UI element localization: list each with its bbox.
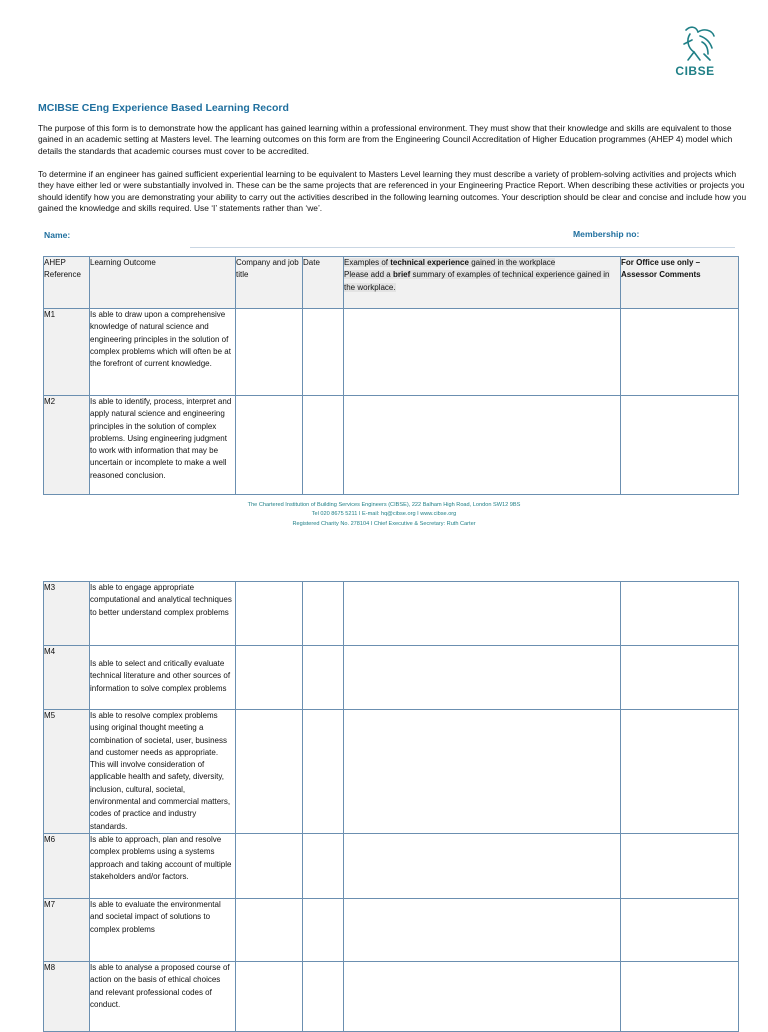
technical-experience-cell[interactable]: [344, 396, 621, 495]
header-assessor-comments: For Office use only – Assessor Comments: [621, 257, 739, 309]
assessor-comments-cell: [621, 646, 739, 710]
table-header-row: [44, 257, 739, 309]
name-field-line[interactable]: [190, 247, 735, 248]
date-cell[interactable]: [303, 396, 344, 495]
header-company-job-title: Company and job title: [236, 257, 303, 309]
date-cell[interactable]: [303, 309, 344, 396]
date-cell[interactable]: [303, 834, 344, 899]
membership-number-label: Membership no:: [573, 229, 640, 239]
date-cell[interactable]: [303, 899, 344, 962]
logo-text: CIBSE: [675, 64, 715, 78]
date-cell[interactable]: [303, 710, 344, 834]
table-row-m7: [44, 899, 739, 962]
row-reference: M1: [44, 309, 90, 396]
intro-paragraph-purpose: The purpose of this form is to demonstrate how the applicant has gained learning within a professional environment. They must show that their knowledge and skills are equivalent to those gained in an academic setting at Masters level. The learning outcomes on this form are from the Engineering Council Accreditation of Higher Education programmes (AHEP 4) model which details the standards that academic courses must cover to be accredited.: [38, 123, 733, 156]
technical-experience-cell[interactable]: [344, 646, 621, 710]
assessor-comments-cell: [621, 834, 739, 899]
footer-contact: Tel 020 8675 5211 I E-mail: hq@cibse.org I www.cibse.org: [311, 511, 457, 518]
assessor-comments-cell: [621, 899, 739, 962]
row-learning-outcome-text: Is able to select and critically evaluate technical literature and other sources of information to solve complex problems: [90, 659, 231, 693]
row-reference: M7: [44, 899, 90, 962]
assessor-comments-cell: [621, 309, 739, 396]
technical-experience-cell[interactable]: [344, 309, 621, 396]
row-reference: M5: [44, 710, 90, 834]
name-label: Name:: [44, 230, 71, 240]
assessor-comments-cell: [621, 710, 739, 834]
table-row-m6: [44, 834, 739, 899]
table-row-m8: [44, 962, 739, 1032]
row-learning-outcome: Is able to approach, plan and resolve complex problems using a systems approach and taking account of multiple stakeholders and/or factors.: [90, 834, 236, 899]
date-cell[interactable]: [303, 646, 344, 710]
row-reference: M2: [44, 396, 90, 495]
row-learning-outcome: Is able to evaluate the environmental and societal impact of solutions to complex problems: [90, 899, 236, 962]
table-row-m2: [44, 396, 739, 495]
row-learning-outcome: [90, 646, 236, 710]
intro-paragraph-instructions: To determine if an engineer has gained sufficient experiential learning to be equivalent to Masters Level learning they must describe a variety of problem-solving activities and projects which they have either led or were substantially involved in. These can be the same projects that are referenced in your Engineering Practice Report. When describing these activities or projects you should identify how you are demonstrating your ability to carry out the activities described in the following learning outcomes. Your description should be clear and concise and include how you gained the knowledge and skills required. Use ‘I’ statements rather than ‘we’.: [38, 169, 747, 214]
row-reference: M4: [44, 646, 90, 710]
assessor-comments-cell: [621, 396, 739, 495]
row-learning-outcome: Is able to identify, process, interpret and apply natural science and engineering principles in the solution of complex problems. Using engineering judgment to work with information that may be uncertain or incomplete to make a well reasoned conclusion.: [90, 396, 236, 495]
header-date: Date: [303, 257, 344, 309]
technical-experience-cell[interactable]: [344, 582, 621, 646]
company-job-title-cell[interactable]: [236, 582, 303, 646]
row-reference: M8: [44, 962, 90, 1032]
table-row-m5: [44, 710, 739, 834]
company-job-title-cell[interactable]: [236, 396, 303, 495]
row-learning-outcome: Is able to resolve complex problems using original thought meeting a combination of societal, user, business and customer needs as appropriate. This will involve consideration of applicable health and safety, diversity, inclusion, cultural, societal, environmental and commercial matters, codes of practice and industry standards.: [90, 710, 236, 834]
date-cell[interactable]: [303, 582, 344, 646]
assessor-comments-cell: [621, 962, 739, 1032]
row-reference: M6: [44, 834, 90, 899]
header-examples-line: Examples of technical experience gained in the workplace: [344, 258, 556, 267]
header-learning-outcome: Learning Outcome: [90, 257, 236, 309]
footer-address: The Chartered Institution of Building Services Engineers (CIBSE), 222 Balham High Road, London SW12 9BS: [247, 502, 521, 508]
griffin-emblem-icon: [670, 24, 720, 64]
company-job-title-cell[interactable]: [236, 710, 303, 834]
assessor-comments-cell: [621, 582, 739, 646]
cibse-logo: [670, 24, 720, 80]
technical-experience-cell[interactable]: [344, 710, 621, 834]
page-footer: [0, 501, 768, 529]
row-learning-outcome: Is able to draw upon a comprehensive knowledge of natural science and engineering principles in the solution of complex problems which will often be at the forefront of current knowledge.: [90, 309, 236, 396]
learning-record-table-continued: [43, 581, 739, 1032]
company-job-title-cell[interactable]: [236, 646, 303, 710]
company-job-title-cell[interactable]: [236, 834, 303, 899]
row-learning-outcome: Is able to engage appropriate computational and analytical techniques to better understand complex problems: [90, 582, 236, 646]
date-cell[interactable]: [303, 962, 344, 1032]
technical-experience-cell[interactable]: [344, 899, 621, 962]
row-learning-outcome: Is able to analyse a proposed course of action on the basis of ethical choices and relevant professional codes of conduct.: [90, 962, 236, 1032]
company-job-title-cell[interactable]: [236, 309, 303, 396]
header-ahep-reference: AHEP Reference: [44, 257, 90, 309]
footer-charity: Registered Charity No. 278104 I Chief Executive & Secretary: Ruth Carter: [292, 520, 476, 527]
table-row-m4: [44, 646, 739, 710]
header-brief-summary-line: Please add a brief summary of examples of technical experience gained in the workplace.: [344, 270, 610, 292]
table-row-m1: [44, 309, 739, 396]
row-reference: M3: [44, 582, 90, 646]
technical-experience-cell[interactable]: [344, 834, 621, 899]
document-title: MCIBSE CEng Experience Based Learning Record: [38, 102, 289, 114]
company-job-title-cell[interactable]: [236, 962, 303, 1032]
header-technical-experience: [344, 257, 621, 309]
technical-experience-cell[interactable]: [344, 962, 621, 1032]
learning-record-table: [43, 256, 739, 495]
table-row-m3: [44, 582, 739, 646]
company-job-title-cell[interactable]: [236, 899, 303, 962]
